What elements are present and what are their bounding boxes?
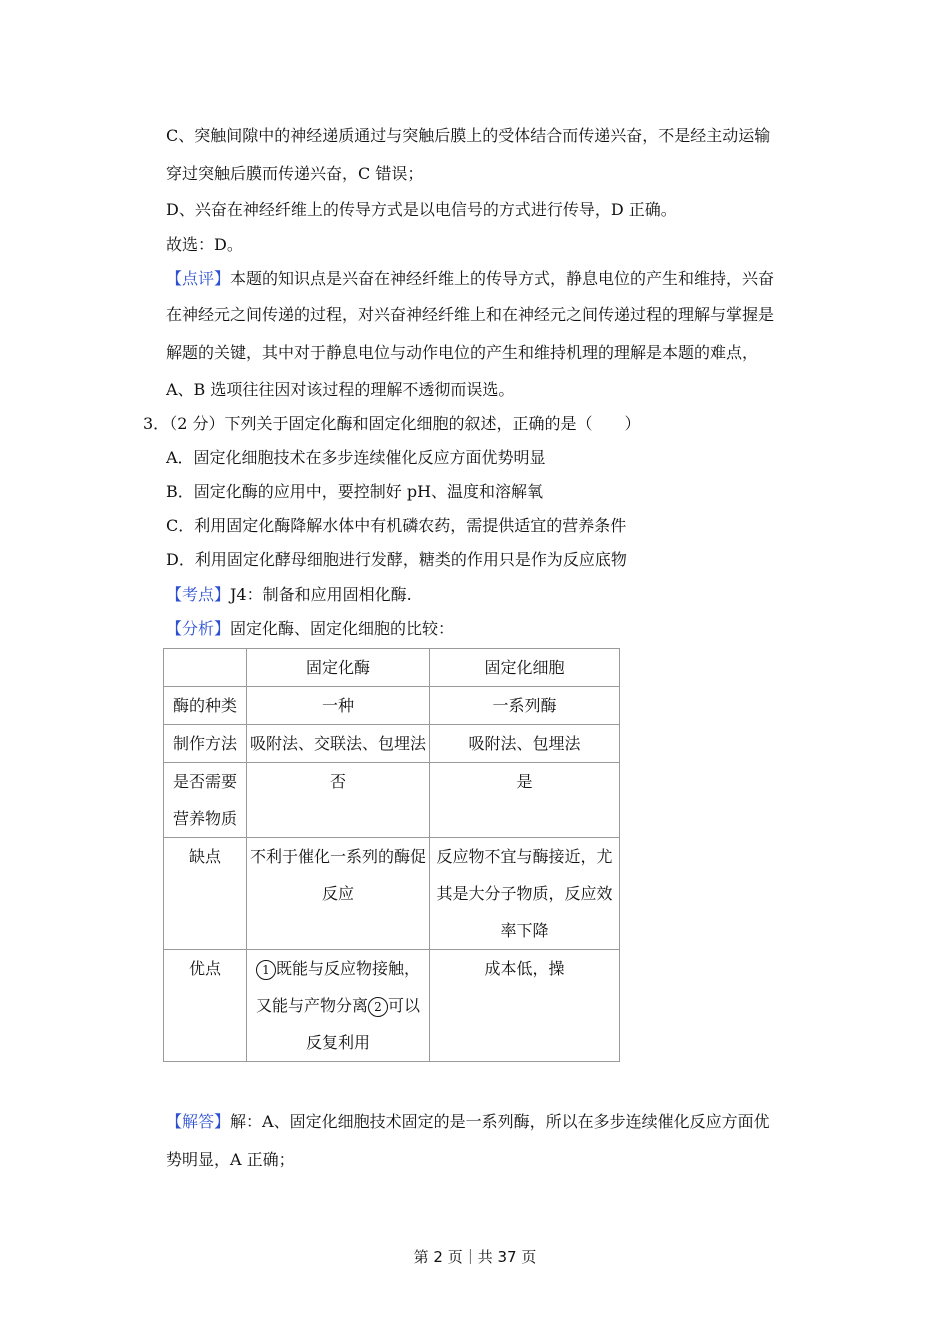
- circled-number-2: 2: [368, 997, 388, 1017]
- table-row: [164, 725, 620, 763]
- table-cell: 一种: [247, 687, 430, 725]
- explanation-c-line2: 穿过突触后膜而传递兴奋，C 错误；: [166, 164, 424, 183]
- fenxi-line: [166, 619, 454, 639]
- fenxi-text: 固定化酶、固定化细胞的比较：: [230, 619, 455, 638]
- table-cell: 吸附法、交联法、包埋法: [247, 725, 430, 763]
- table-row: [164, 838, 620, 950]
- answer-choice: 故选：D。: [166, 235, 243, 254]
- table-header-cell: 固定化细胞: [430, 649, 620, 687]
- table-header-cell: 固定化酶: [247, 649, 430, 687]
- review-line2: 在神经元之间传递的过程，对兴奋神经纤维上和在神经元之间传递过程的理解与掌握是: [166, 305, 775, 324]
- review-text1: 本题的知识点是兴奋在神经纤维上的传导方式，静息电位的产生和维持，兴奋: [230, 269, 775, 288]
- jieda-line1: [166, 1112, 770, 1132]
- question-3-stem-line: [143, 414, 640, 434]
- kaodian-line: [166, 585, 412, 605]
- table-cell: 优点: [164, 950, 247, 1062]
- table-row: [164, 950, 620, 1062]
- question-number: 3．: [143, 414, 170, 433]
- option-a: A．固定化细胞技术在多步连续催化反应方面优势明显: [166, 448, 546, 467]
- review-line4: A、B 选项往往因对该过程的理解不透彻而误选。: [166, 380, 515, 399]
- jieda-line2: 势明显，A 正确；: [166, 1150, 295, 1169]
- page-footer: 第 2 页｜共 37 页: [413, 1248, 537, 1266]
- option-c: C．利用固定化酶降解水体中有机磷农药，需提供适宜的营养条件: [166, 516, 627, 535]
- explanation-d-line: D、兴奋在神经纤维上的传导方式是以电信号的方式进行传导，D 正确。: [166, 200, 677, 219]
- question-stem: （2 分）下列关于固定化酶和固定化细胞的叙述，正确的是（ ）: [169, 414, 641, 433]
- table-row: [164, 687, 620, 725]
- review-line1: [166, 269, 774, 289]
- table-cell-advantage-enzyme: [247, 950, 430, 1062]
- table-cell: 是: [430, 763, 620, 838]
- review-tag: 【点评】: [166, 269, 231, 288]
- advantage-part1: 既能与反应物接触，又能与产物分离: [255, 959, 420, 1015]
- review-line3: 解题的关键，其中对于静息电位与动作电位的产生和维持机理的理解是本题的难点，: [166, 343, 759, 362]
- jieda-text1: 解：A、固定化细胞技术固定的是一系列酶，所以在多步连续催化反应方面优: [230, 1112, 770, 1131]
- explanation-c-line1: C、突触间隙中的神经递质通过与突触后膜上的受体结合而传递兴奋，不是经主动运输: [166, 126, 771, 145]
- table-header-cell: [164, 649, 247, 687]
- table-header-row: [164, 649, 620, 687]
- table-cell: 一系列酶: [430, 687, 620, 725]
- kaodian-tag: 【考点】: [166, 585, 231, 604]
- table-cell: 不利于催化一系列的酶促反应: [247, 838, 430, 950]
- table-cell: 制作方法: [164, 725, 247, 763]
- fenxi-tag: 【分析】: [166, 619, 231, 638]
- table-cell: 是否需要营养物质: [164, 763, 247, 838]
- option-b: B．固定化酶的应用中，要控制好 pH、温度和溶解氧: [166, 482, 544, 501]
- table-cell: 酶的种类: [164, 687, 247, 725]
- circled-number-1: 1: [256, 960, 276, 980]
- table-cell: 反应物不宜与酶接近，尤其是大分子物质，反应效率下降: [430, 838, 620, 950]
- advantage-part2: 可以反复利用: [305, 996, 421, 1052]
- table-cell: 否: [247, 763, 430, 838]
- comparison-table: [163, 648, 620, 1062]
- table-row: [164, 763, 620, 838]
- option-d: D．利用固定化酵母细胞进行发酵，糖类的作用只是作为反应底物: [166, 550, 627, 569]
- table-cell: 吸附法、包埋法: [430, 725, 620, 763]
- table-cell: 缺点: [164, 838, 247, 950]
- table-cell: 成本低，操: [430, 950, 620, 1062]
- jieda-tag: 【解答】: [166, 1112, 231, 1131]
- kaodian-text: J4：制备和应用固相化酶.: [230, 585, 412, 604]
